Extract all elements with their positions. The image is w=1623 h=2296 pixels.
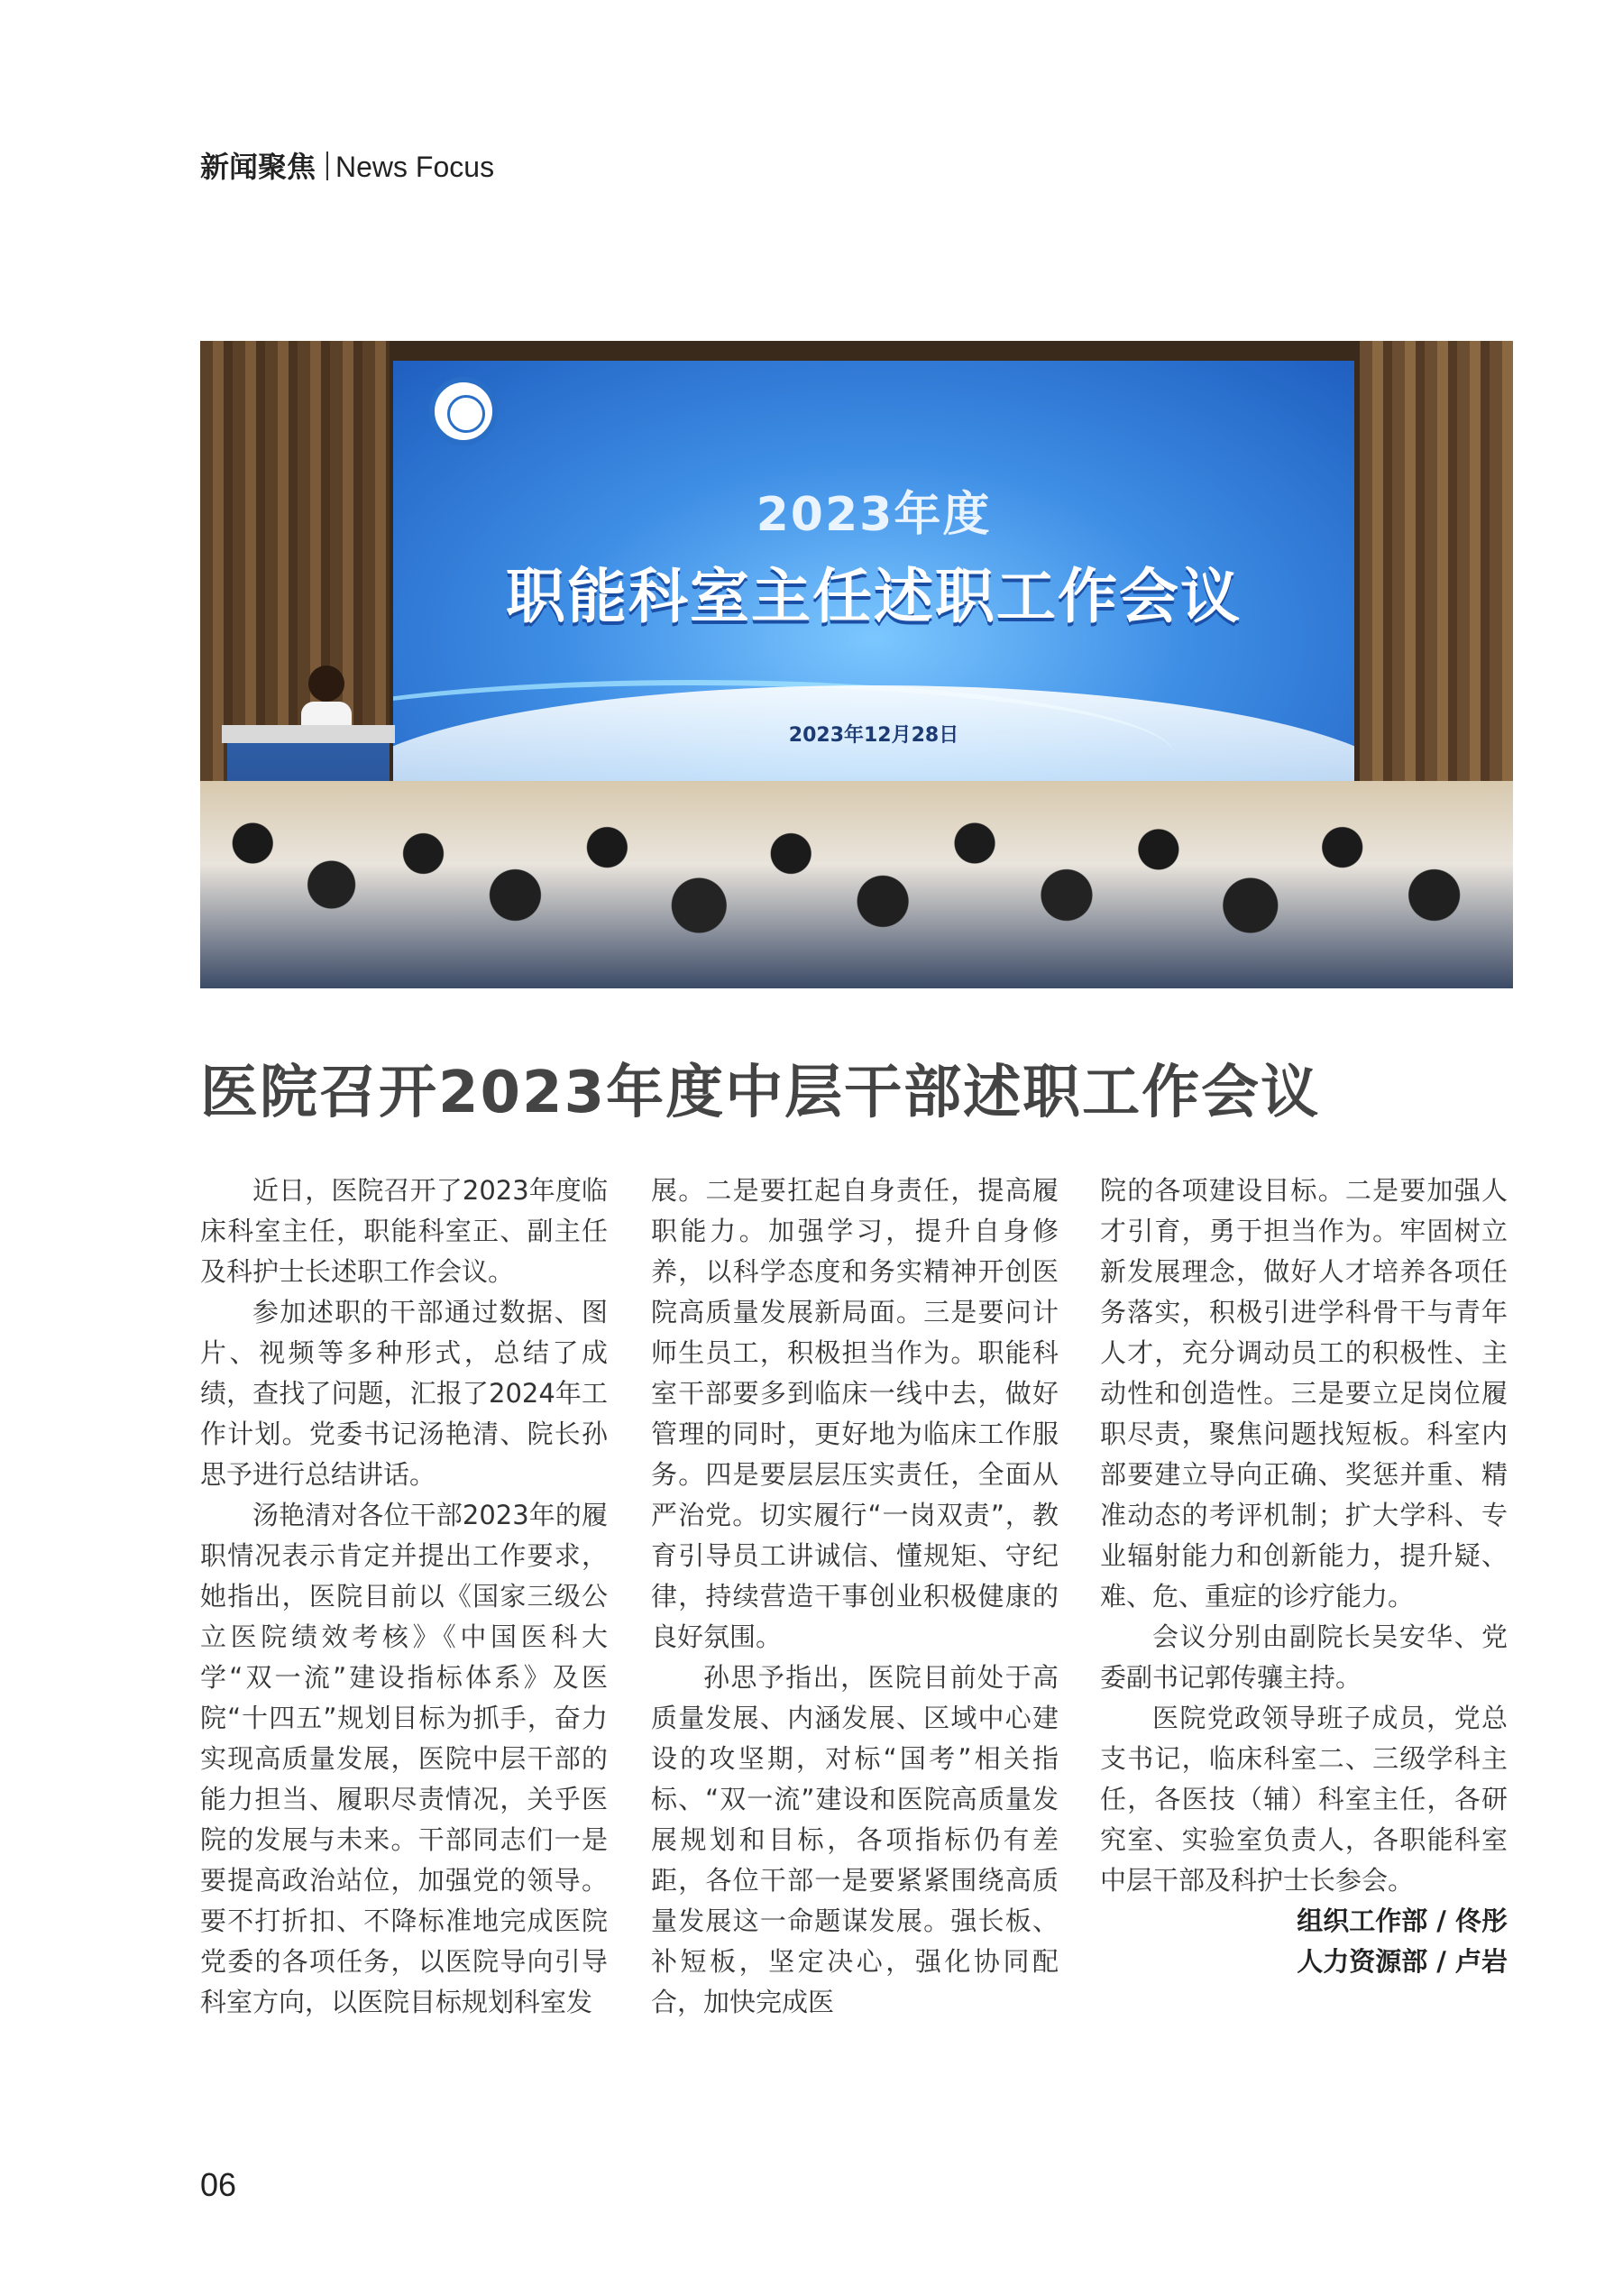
meeting-photo	[200, 341, 1513, 988]
podium-top	[222, 725, 395, 743]
article-column-3	[1100, 1171, 1508, 1982]
screen-date: 2023年12月28日	[788, 724, 959, 747]
article-title: 医院召开2023年度中层干部述职工作会议	[200, 1060, 1321, 1126]
author-line-2: 人力资源部 / 卢岩	[1297, 1946, 1508, 1977]
speaker-head	[308, 666, 344, 702]
page-number: 06	[200, 2166, 237, 2203]
paragraph: 展。二是要扛起自身责任，提高履职能力。加强学习，提升自身修养，以科学态度和务实精神开创医院高质量发展新局面。三是要问计师生员工，积极担当作为。职能科室干部要多到临床一线中去，做好管理的同时，更好地为临床工作服务。四是要层层压实责任，全面从严治党。切实履行“一岗双责”，教育引导员工讲诚信、懂规矩、守纪律，持续营造干事创业积极健康的良好氛围。	[651, 1175, 1059, 1652]
hospital-logo-icon	[429, 377, 498, 445]
author-line-1: 组织工作部 / 佟彤	[1297, 1906, 1508, 1936]
article-column-2	[651, 1171, 1059, 2023]
section-header	[200, 144, 494, 186]
paragraph: 孙思予指出，医院目前处于高质量发展、内涵发展、区域中心建设的攻坚期，对标“国考”相关指标、“双一流”建设和医院高质量发展规划和目标，各项指标仍有差距，各位干部一是要紧紧围绕高质量发展这一命题谋发展。强长板、补短板，坚定决心，强化协同配合，加快完成医	[651, 1662, 1059, 2017]
paragraph: 院的各项建设目标。二是要加强人才引育，勇于担当作为。牢固树立新发展理念，做好人才培养各项任务落实，积极引进学科骨干与青年人才，充分调动员工的积极性、主动性和创造性。三是要立足岗位履职尽责，聚焦问题找短板。科室内部要建立导向正确、奖惩并重、精准动态的考评机制；扩大学科、专业辐射能力和创新能力，提升疑、难、危、重症的诊疗能力。	[1100, 1175, 1508, 1612]
paragraph: 汤艳清对各位干部2023年的履职情况表示肯定并提出工作要求，她指出，医院目前以《国家三级公立医院绩效考核》《中国医科大学“双一流”建设指标体系》及医院“十四五”规划目标为抓手，奋力实现高质量发展，医院中层干部的能力担当、履职尽责情况，关乎医院的发展与未来。干部同志们一是要提高政治站位，加强党的领导。要不打折扣、不降标准地完成医院党委的各项任务，以医院导向引导科室方向，以医院目标规划科室发	[200, 1500, 608, 2017]
header-divider	[326, 152, 328, 180]
curtain-right	[1360, 341, 1513, 846]
section-name-cn: 新闻聚焦	[200, 150, 316, 184]
audience	[200, 781, 1513, 988]
paragraph: 医院党政领导班子成员，党总支书记，临床科室二、三级学科主任，各医技（辅）科室主任，各研究室、实验室负责人，各职能科室中层干部及科护士长参会。	[1100, 1703, 1508, 1896]
screen-title-year: 2023年度	[756, 488, 992, 542]
paragraph: 近日，医院召开了2023年度临床科室主任，职能科室正、副主任及科护士长述职工作会议。	[200, 1175, 608, 1287]
screen-title-main: 职能科室主任述职工作会议	[506, 562, 1242, 631]
paragraph: 会议分别由副院长吴安华、党委副书记郭传骧主持。	[1100, 1621, 1508, 1693]
section-name-en: News Focus	[335, 151, 495, 183]
paragraph: 参加述职的干部通过数据、图片、视频等多种形式，总结了成绩，查找了问题，汇报了2024年工作计划。党委书记汤艳清、院长孙思予进行总结讲话。	[200, 1297, 608, 1490]
article-column-1	[200, 1171, 608, 2023]
